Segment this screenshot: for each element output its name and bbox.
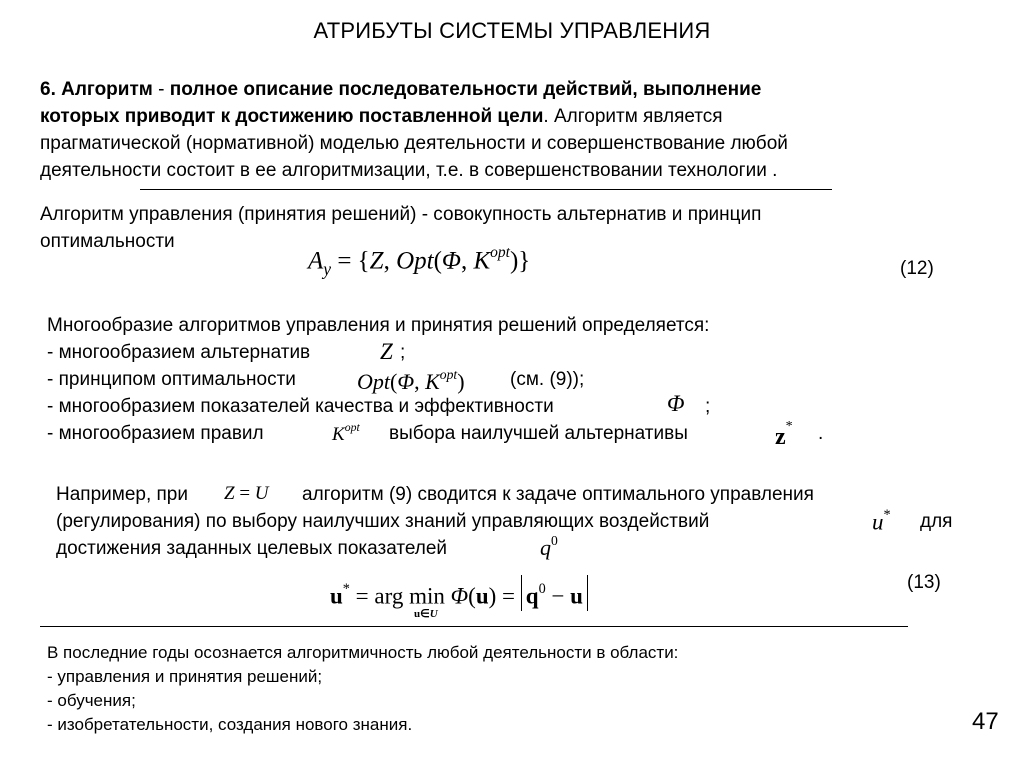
variety-item-alternatives: - многообразием альтернатив [47, 342, 311, 363]
example-line2-start: (регулирования) по выбору наилучших знаний управляющих воздействий [56, 511, 710, 532]
algorithm-definition-line1 [40, 77, 761, 103]
definition-part1: полное описание последовательности действий, выполнение [169, 79, 762, 100]
symbol-z: Z [380, 339, 393, 364]
variety-intro: Многообразие алгоритмов управления и принятия решений определяется: [47, 315, 710, 336]
recent-intro: В последние годы осознается алгоритмичность любой деятельности в области: [47, 643, 679, 662]
divider-bottom [40, 626, 908, 627]
symbol-k-opt: $K^{opt}$ [332, 421, 360, 445]
variety-item-optimality: - принципом оптимальности [47, 369, 296, 390]
symbol-phi: Φ [667, 391, 685, 416]
formula-12: $A_y = \{Z$, Opt(Φ, $K^{opt}$)} [308, 244, 531, 279]
term-dash: - [152, 79, 170, 100]
symbol-opt: Opt(Φ, $K^{opt}$) [357, 367, 465, 395]
equation-number-12: (12) [900, 258, 934, 279]
formula-13-subscript: u∈U [414, 608, 438, 620]
variety-item-indicators: - многообразием показателей качества и эффективности [47, 396, 554, 417]
definition-part2: которых приводит к достижению поставленной цели [40, 106, 544, 127]
example-line1-end: алгоритм (9) сводится к задаче оптимального управления [302, 484, 814, 505]
recent-item-learning: - обучения; [47, 691, 136, 710]
symbol-z-star: z* [775, 419, 793, 450]
formula-13: u* = arg $\min \Phi(u) = q^0 - u$ [330, 575, 588, 611]
control-algorithm-line2: оптимальности [40, 231, 175, 252]
recent-item-invention: - изобретательности, создания нового знания. [47, 715, 413, 734]
variety-item4-mid: выбора наилучшей альтернативы [389, 423, 688, 444]
example-line3: достижения заданных целевых показателей [56, 538, 448, 559]
variety-item2-end: (см. (9)); [510, 369, 585, 390]
equation-number-13: (13) [907, 572, 941, 593]
slide-title: АТРИБУТЫ СИСТЕМЫ УПРАВЛЕНИЯ [313, 18, 711, 43]
algorithm-definition-line3: прагматической (нормативной) моделью деятельности и совершенствование любой [40, 133, 788, 154]
symbol-u-star: u* [872, 507, 891, 535]
algorithm-definition-line2 [40, 104, 723, 130]
variety-item1-end: ; [400, 342, 406, 363]
example-line2-end: для [920, 511, 953, 532]
recent-item-control: - управления и принятия решений; [47, 667, 323, 686]
symbol-z-eq-u: Z = U [224, 483, 269, 504]
variety-item-rules: - многообразием правил [47, 423, 264, 444]
symbol-q0: $q^0$ [540, 533, 558, 561]
definition-rest: . Алгоритм является [543, 106, 723, 127]
page-number: 47 [972, 708, 999, 735]
example-line1-start: Например, при [56, 484, 188, 505]
variety-item4-end: . [818, 423, 824, 444]
variety-item3-end: ; [705, 396, 711, 417]
algorithm-definition-line4: деятельности состоит в ее алгоритмизации, т.е. в совершенствовании технологии . [40, 160, 778, 181]
algorithm-term: 6. Алгоритм [40, 79, 153, 100]
control-algorithm-line1: Алгоритм управления (принятия решений) - совокупность альтернатив и принцип [40, 204, 762, 225]
divider-top [140, 189, 832, 190]
